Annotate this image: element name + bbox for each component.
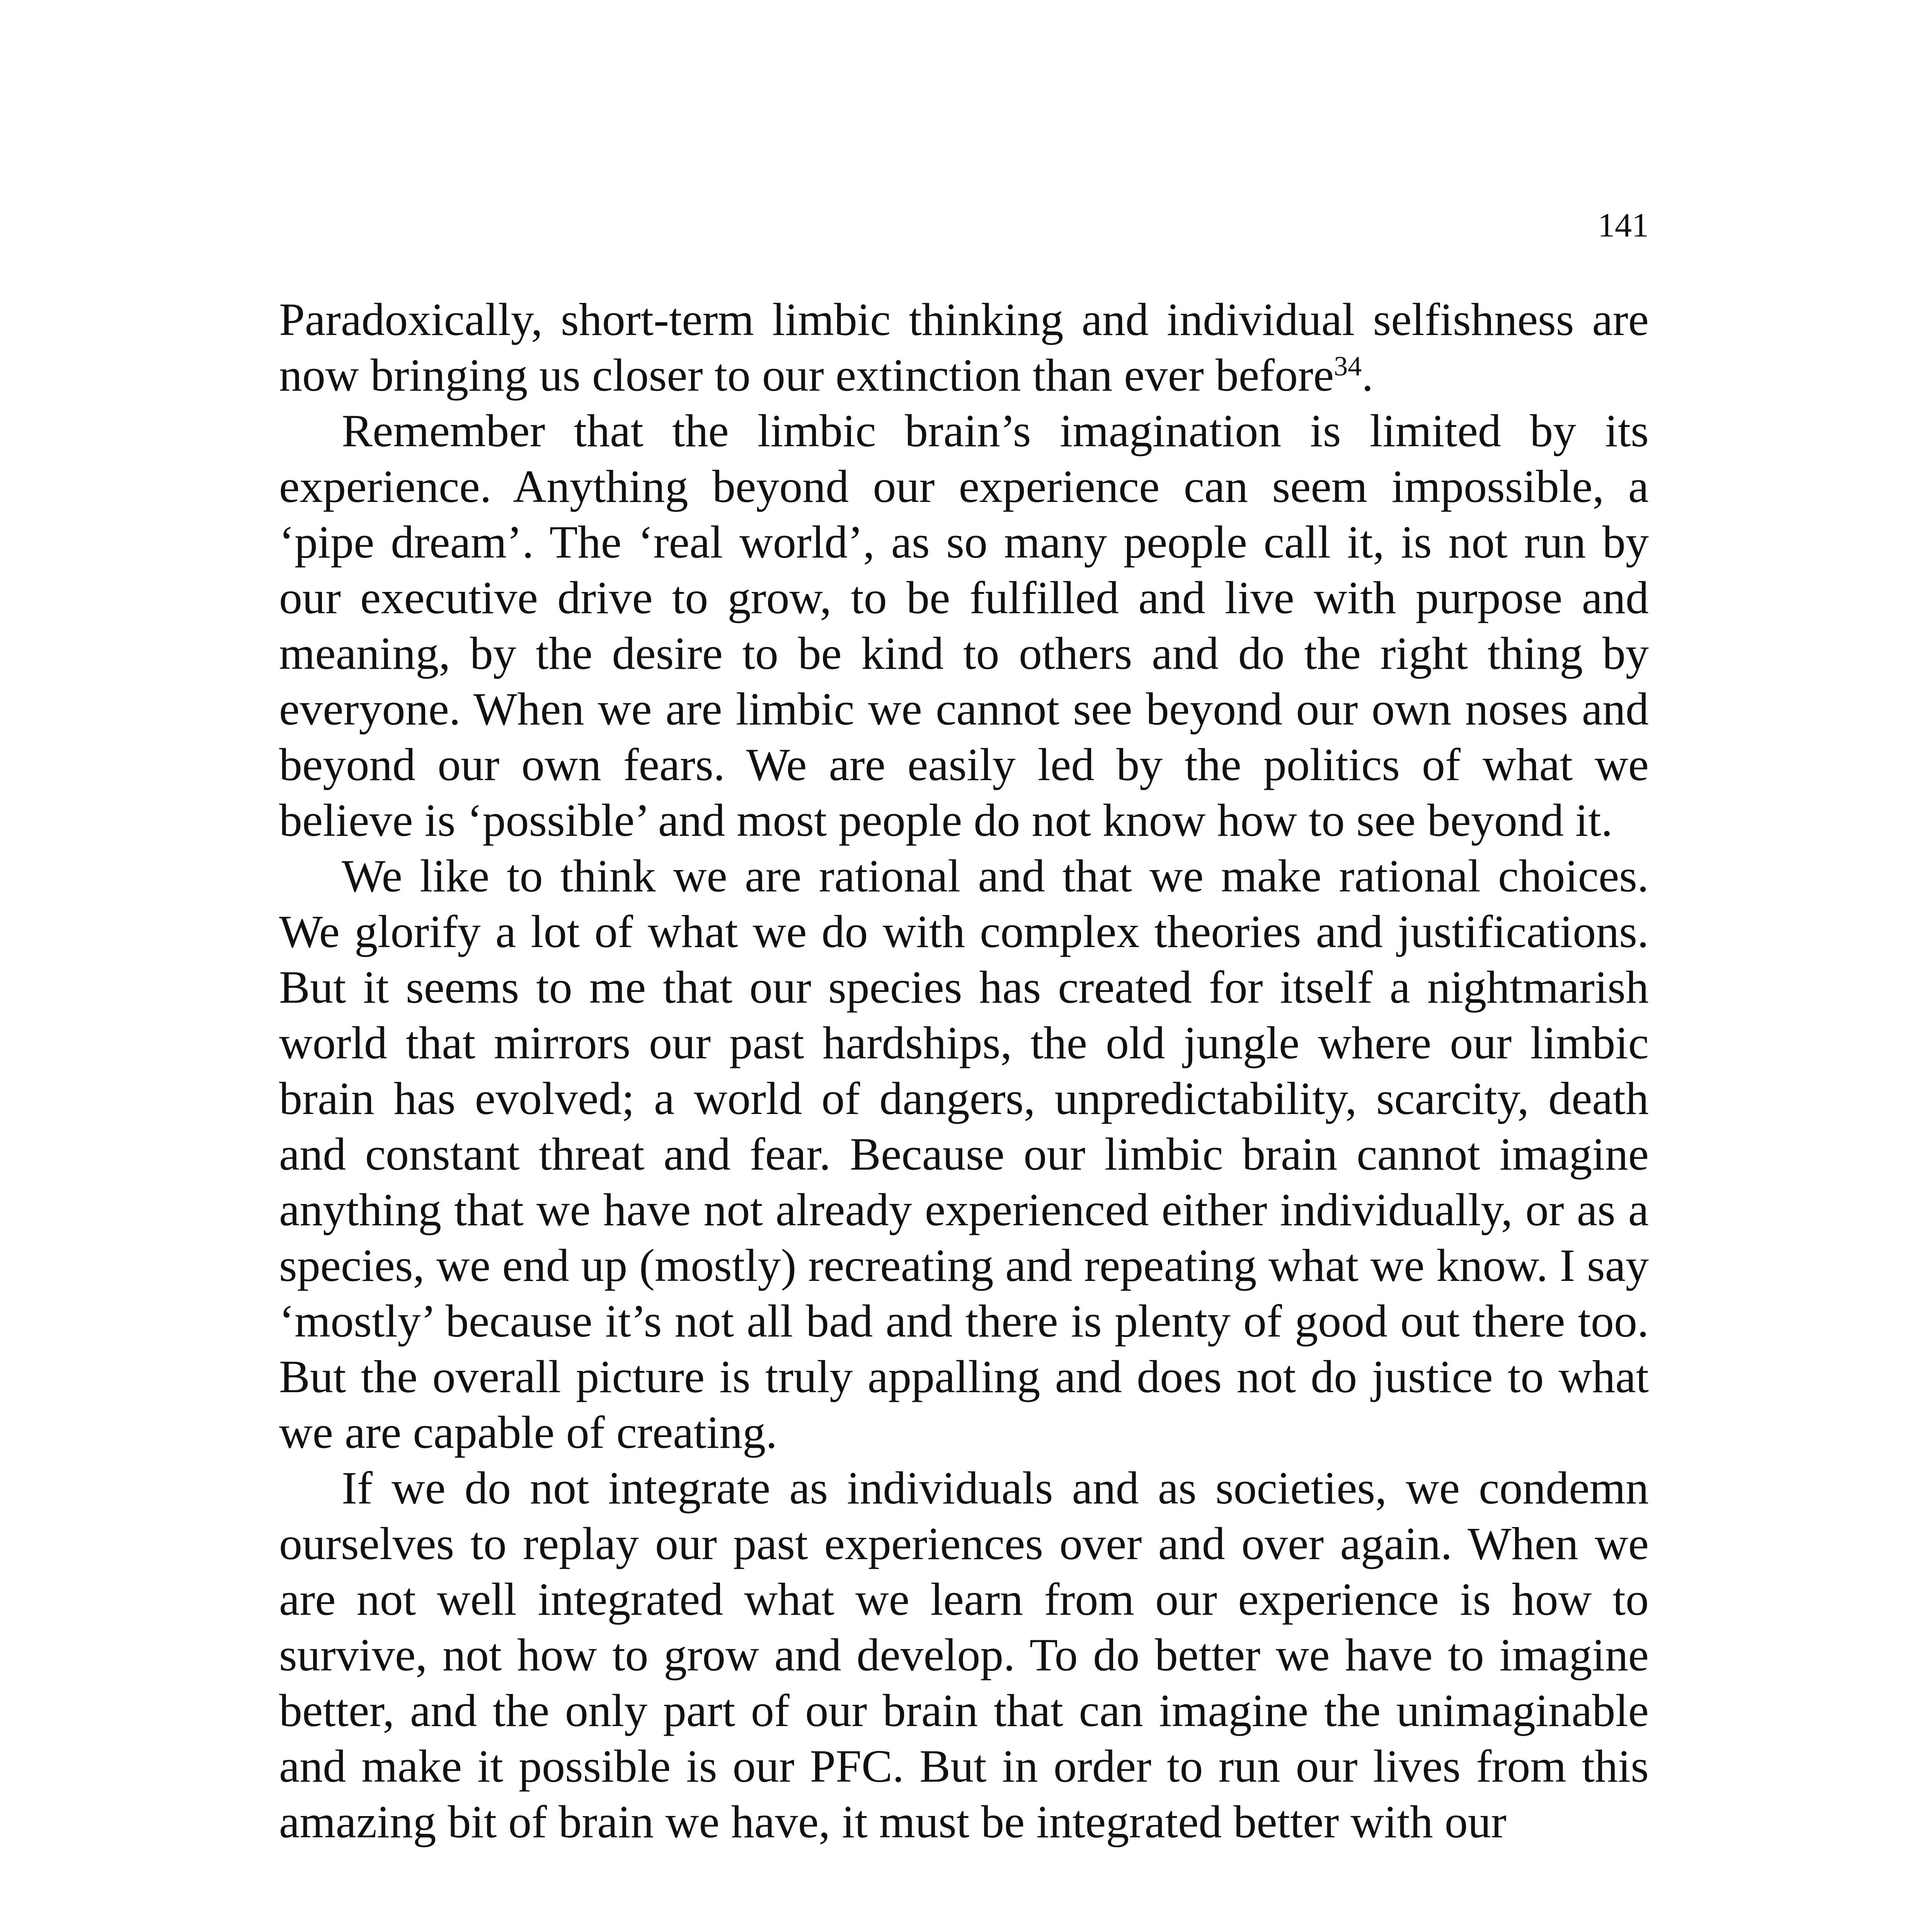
footnote-reference[interactable]: 34 bbox=[1334, 350, 1362, 382]
page-number: 141 bbox=[1598, 207, 1649, 244]
main-text bbox=[279, 292, 1649, 1850]
paragraph-4: If we do not integrate as individuals and as societies, we condemn ourselves to replay our past experiences over and over again. When we are not well integrated what we learn from our experience is how to survive, not how to grow and develop. To do better we have to imagine better, and the only part of our brain that can imagine the unimaginable and make it possible is our PFC. But in order to run our lives from this amazing bit of brain we have, it must be integrated better with our bbox=[279, 1462, 1649, 1847]
paragraph-1 bbox=[279, 292, 1649, 403]
paragraph-3: We like to think we are rational and that we make rational choices. We glorify a lot of what we do with complex theories and justifications. But it seems to me that our species has created for itself a nightmarish world that mirrors our past hardships, the old jungle where our limbic brain has evolved; a world of dangers, unpredictability, scarcity, death and constant threat and fear. Because our limbic brain cannot imagine anything that we have not already experienced either individually, or as a species, we end up (mostly) recreating and repeating what we know. I say ‘mostly’ because it’s not all bad and there is plenty of good out there too. But the overall picture is truly appalling and does not do justice to what we are capable of creating. bbox=[279, 850, 1649, 1458]
paragraph-2: Remember that the limbic brain’s imagination is limited by its experience. Anything beyond our experience can seem impossible, a ‘pipe dream’. The ‘real world’, as so many people call it, is not run by our executive drive to grow, to be fulfilled and live with purpose and meaning, by the desire to be kind to others and do the right thing by everyone. When we are limbic we cannot see beyond our own noses and beyond our own fears. We are easily led by the politics of what we believe is ‘possible’ and most people do not know how to see beyond it. bbox=[279, 405, 1649, 846]
paragraph-1-end: . bbox=[1362, 349, 1374, 401]
paragraph-1-text: Paradoxically, short-term limbic thinking and individual selfishness are now bringing us closer to our extinction than ever before bbox=[279, 294, 1649, 401]
